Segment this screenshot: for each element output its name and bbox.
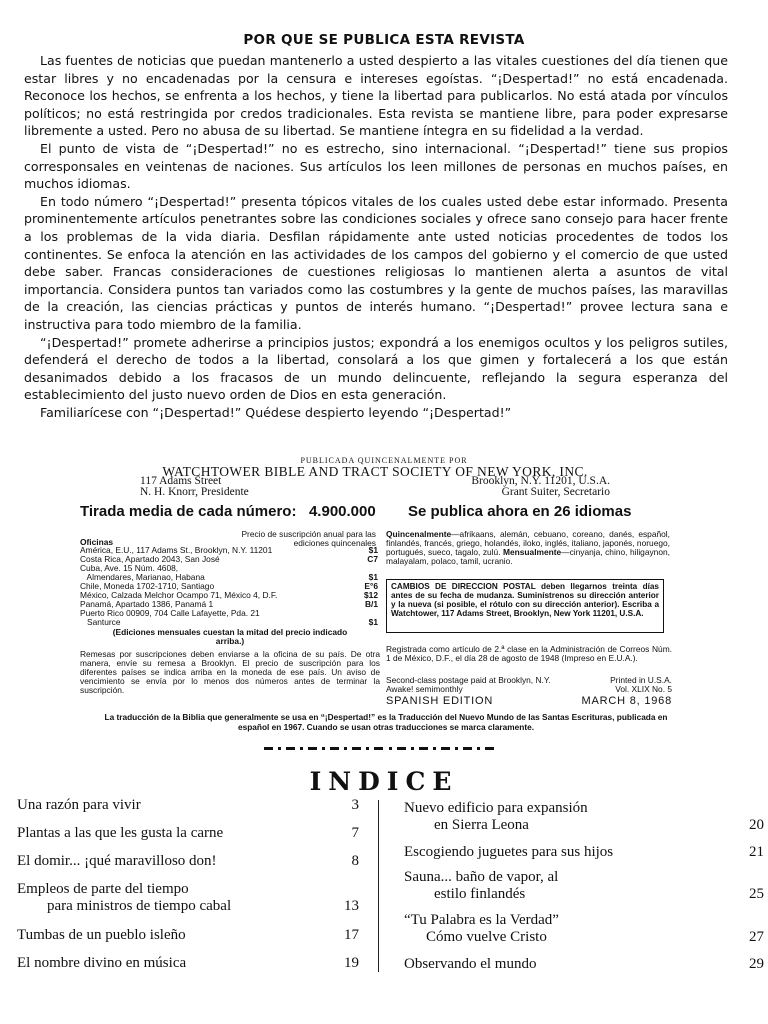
monthly-price-note: (Ediciones mensuales cuestan la mitad del precio indicado arriba.) <box>112 627 348 646</box>
article-body <box>24 52 728 421</box>
index-title: INDICE <box>309 767 459 796</box>
secretary: Grant Suiter, Secretario <box>501 486 610 498</box>
edition-line <box>386 695 672 707</box>
article-paragraph: Familiarícese con “¡Despertad!” Quédese despierto leyendo “¡Despertad!” <box>40 404 512 420</box>
remittance-note: Remesas por suscripciones deben enviarse a la oficina de su país. De otra manera, envíe su remesa a Brooklyn. El precio de suscripción para los diferentes países se indica arriba en la moneda de ese país. Un aviso de vencimiento se envía por lo menos dos números antes de terminar la suscripción. <box>80 649 380 695</box>
article-title: POR QUE SE PUBLICA ESTA REVISTA <box>243 32 525 48</box>
languages-list: Quincenalmente—afrikaans, alemán, cebuano, coreano, danés, español, finlandés, francés, griego, holandés, iloko, inglés, italiano, japonés, noruego, portugués, sueco, tagalo, zulú. Mensualmente—cinyanja, chino, hiligaynon, malayalam, polaco, tamil, ucranio. <box>386 529 670 566</box>
circulation: Tirada media de cada número: 4.900.000 <box>80 503 376 520</box>
published-by: PUBLICADA QUINCENALMENTE POR <box>300 456 468 465</box>
languages-count: Se publica ahora en 26 idiomas <box>408 503 632 520</box>
magazine-page: POR QUE SE PUBLICA ESTA REVISTA Las fuentes de noticias que puedan mantenerlo a usted despierto a las vitales cuestiones del día tienen que estar libres y no encadenadas por la censura e intereses egoístas. “¡Despertad!” no está encadenada. Reconoce los hechos, se enfrenta a los hechos, y tiene la libertad para publicarlos. No está atada por vínculos políticos; no está restringida por credos tradicionales. Esta revista se mantiene libre, para poder expresarse libremente a usted. Pero no abusa de su libertad. Se mantiene íntegra en su fidelidad a la verdad. El punto de vista de “¡Despertad!” no es estrecho, sino internacional. “¡Despertad!” tiene sus propios corresponsales en veintenas de naciones. Sus artículos los leen millones de personas en muchos países, en muchos idiomas. En todo número “¡Despertad!” presenta tópicos vitales de los cuales usted debe estar informado. Presenta prominentemente artículos penetrantes sobre las condiciones sociales y ofrece sano consejo para hacer frente a los problemas de la vida diaria. Desfilan rápidamente ante usted noticias procedentes de todos los continentes. Se enfoca la atención en las actividades de los campos del gobierno y el comercio de que usted debe saber. Francas consideraciones de cuestiones religiosas lo mantienen alerta a asuntos de vital importancia. Considera puntos tan variados como las costumbres y la gente de muchos países, las maravillas de la creación, las ciencias prácticas y puntos de interés humano. “¡Despertad!” provee lectura sana e instructiva para todo miembro de la familia. “¡Despertad!” promete adherirse a principios justos; expondrá a los enemigos ocultos y los peligros sutiles, defenderá el derecho de todos a la libertad, consolará a los que gimen y fortalecerá a los que están desanimados debido a los fracasos de un mundo delincuente, reflejando la segura esperanza del establecimiento del justo nuevo orden de Dios en esta generación. Familiarícese con “¡Despertad!” Quédese despierto leyendo “¡Despertad!” PUBLICADA QUINCENALMENTE POR WATCHTOWER BIBLE AND TRACT SOCIETY OF NEW YORK, INC. 117 Adams Street Brooklyn, N.Y. 11201, U.S.A. N. H. Knorr, Presidente Grant Suiter, Secretario Tirada media de cada número: 4.900.000 Se publica ahora en 26 idiomas Precio de suscripción anual para las ediciones quincenales Oficinas América, E.U., 117 Adams St., Brooklyn, N.Y. 11201 $1 Costa Rica, Apartado 2043, San José C7 Cuba, Ave. 15 Núm. 4608, Almendares, Marianao, Habana $1 Chile, Moneda 1702-1710, Santiago E°6 México, Calzada Melchor Ocampo 71, México 4, D.F. $12 Panamá, Apartado 1386, Panamá 1 B/1 Puerto Rico 00909, 704 Calle Lafayette, Pda. 21 Santurce $1 (Ediciones mensuales cuestan la mitad del precio indicado arriba.) Remesas por suscripciones deben enviarse a la oficina de su país. De otra manera, envíe su remesa a Brooklyn. El precio de suscripción para los diferentes países se indica arriba en la moneda de ese país. Un aviso de vencimiento se envía por lo menos dos números antes de terminar la suscripción. Quincenalmente—afrikaans, alemán, cebuano, coreano, danés, español, finlandés, francés, griego, holandés, iloko, inglés, italiano, japonés, noruego, portugués, sueco, tagalo, zulú. Mensualmente—cinyanja, chino, hiligaynon, malayalam, polaco, tamil, ucranio. CAMBIOS DE DIRECCION POSTAL deben llegarnos treinta días antes de su fecha de mudanza. Suminístrenos su dirección anterior y la nueva (si posible, el rótulo con su dirección anterior). Escriba a Watchtower, 117 Adams Street, Brooklyn, New York 11201, U.S.A. Registrada como artículo de 2.ª clase en la Administración de Correos Núm. 1 de México, D.F., el día 28 de agosto de 1948 (Impreso en E.U.A.). Second-class postage paid at Brooklyn, N.Y. Printed in U.S.A. Awake! semimonthly Vol. XLIX No. 5 SPANISH EDITION MARCH 8, 1968 La traducción de la Biblia que generalmente se usa en “¡Despertad!” es la Traducción del Nuevo Mundo de las Santas Escrituras, publicada en español en 1967. Cuando se usan otras traducciones se marca claramente. INDICE Una razón para vivir 3 Plantas a las que les gusta la carne 7 El domir... ¡qué maravilloso don! 8 Empleos de parte del tiempo para ministros de tiempo cabal 13 Tumbas de un pueblo isleño 17 El nombre divino en música 19 Nuevo edificio para expansión en Sierra Leona 20 Escogiendo juguetes para sus hijos 21 Sauna... baño de vapor, al estilo finlandés 25 “Tu Palabra es la Verdad” Cómo vuelve Cristo 27 Observando el mundo 29 <box>0 0 768 1024</box>
article-paragraph: En todo número “¡Despertad!” presenta tópicos vitales de los cuales usted debe estar informado. Presenta prominentemente artículos penetrantes sobre las condiciones sociales y ofrece sano consejo para hacer frente a los problemas de la vida diaria. Desfilan rápidamente ante usted noticias procedentes de todos los continentes. Se enfoca la atención en las actividades de los campos del gobierno y el comercio de que usted debe saber. Francas consideraciones de cuestiones religiosas lo mantienen alerta a asuntos de vital importancia. Considera puntos tan variados como las costumbres y la gente de muchos países, las maravillas de la creación, las ciencias prácticas y puntos de interés humano. “¡Despertad!” provee lectura sana e instructiva para todo miembro de la familia. <box>24 193 728 332</box>
article-paragraph: El punto de vista de “¡Despertad!” no es estrecho, sino internacional. “¡Despertad!” tiene sus propios corresponsales en veintenas de naciones. Sus artículos los leen millones de personas en muchos países, en muchos idiomas. <box>24 140 728 192</box>
office-table <box>80 546 378 627</box>
officers-row <box>140 487 610 498</box>
office-row: México, Calzada Melchor Ocampo 71, México 4, D.F. $12 <box>80 590 378 600</box>
office-row: Chile, Moneda 1702-1710, Santiago E°6 <box>80 581 378 591</box>
postal-change-notice: CAMBIOS DE DIRECCION POSTAL deben llegarnos treinta días antes de su fecha de mudanza. Suminístrenos su dirección anterior y la nueva (si posible, el rótulo con su dirección anterior). Escriba a Watchtower, 117 Adams Street, Brooklyn, New York 11201, U.S.A. <box>386 579 664 633</box>
translation-note: La traducción de la Biblia que generalmente se usa en “¡Despertad!” es la Traducción del Nuevo Mundo de las Santas Escrituras, publicada en español en 1967. Cuando se usan otras traducciones se marca claramente. <box>104 712 668 732</box>
ornament-divider <box>264 745 494 751</box>
office-row: Panamá, Apartado 1386, Panamá 1 B/1 <box>80 599 378 609</box>
postage-info: Second-class postage paid at Brooklyn, N.Y. Printed in U.S.A. Awake! semimonthly Vol. XLIX No. 5 <box>386 675 672 694</box>
article-paragraph: “¡Despertad!” promete adherirse a principios justos; expondrá a los enemigos ocultos y los peligros sutiles, defenderá el derecho de todos a la libertad, consolará a los que gimen y fortalecerá a los que están desanimados debido a los fracasos de un mundo delincuente, reflejando la segura esperanza del establecimiento del justo nuevo orden de Dios en esta generación. <box>24 334 728 403</box>
edition-label: SPANISH EDITION <box>386 695 494 707</box>
index-divider <box>378 800 379 972</box>
office-row: Puerto Rico 00909, 704 Calle Lafayette, Pda. 21 <box>80 608 260 618</box>
street: 117 Adams Street <box>140 475 222 487</box>
registration-note: Registrada como artículo de 2.ª clase en la Administración de Correos Núm. 1 de México, D.F., el día 28 de agosto de 1948 (Impreso en E.U.A.). <box>386 644 672 663</box>
president: N. H. Knorr, Presidente <box>140 486 249 498</box>
office-row: Almendares, Marianao, Habana $1 <box>80 572 378 582</box>
office-row: América, E.U., 117 Adams St., Brooklyn, N.Y. 11201 $1 <box>80 545 378 555</box>
society-name: WATCHTOWER BIBLE AND TRACT SOCIETY OF NEW YORK, INC. <box>162 464 588 479</box>
article-paragraph: Las fuentes de noticias que puedan mantenerlo a usted despierto a las vitales cuestiones del día tienen que estar libres y no encadenadas por la censura e intereses egoístas. “¡Despertad!” no está encadenada. Reconoce los hechos, se enfrenta a los hechos, y tiene la libertad para publicarlos. No está atada por vínculos políticos; no está restringida por credos tradicionales. Esta revista se mantiene libre, para poder expresarse libremente a usted. Pero no abusa de su libertad. Se mantiene íntegra en su fidelidad a la verdad. <box>24 53 728 139</box>
offices-label: Oficinas <box>80 537 114 547</box>
office-row: Santurce $1 <box>80 617 378 627</box>
edition-date: MARCH 8, 1968 <box>581 695 672 707</box>
prices-header: Precio de suscripción anual para las ediciones quincenales <box>241 529 376 548</box>
office-row: Costa Rica, Apartado 2043, San José C7 <box>80 554 378 564</box>
office-row: Cuba, Ave. 15 Núm. 4608, <box>80 563 179 573</box>
city: Brooklyn, N.Y. 11201, U.S.A. <box>471 475 610 487</box>
